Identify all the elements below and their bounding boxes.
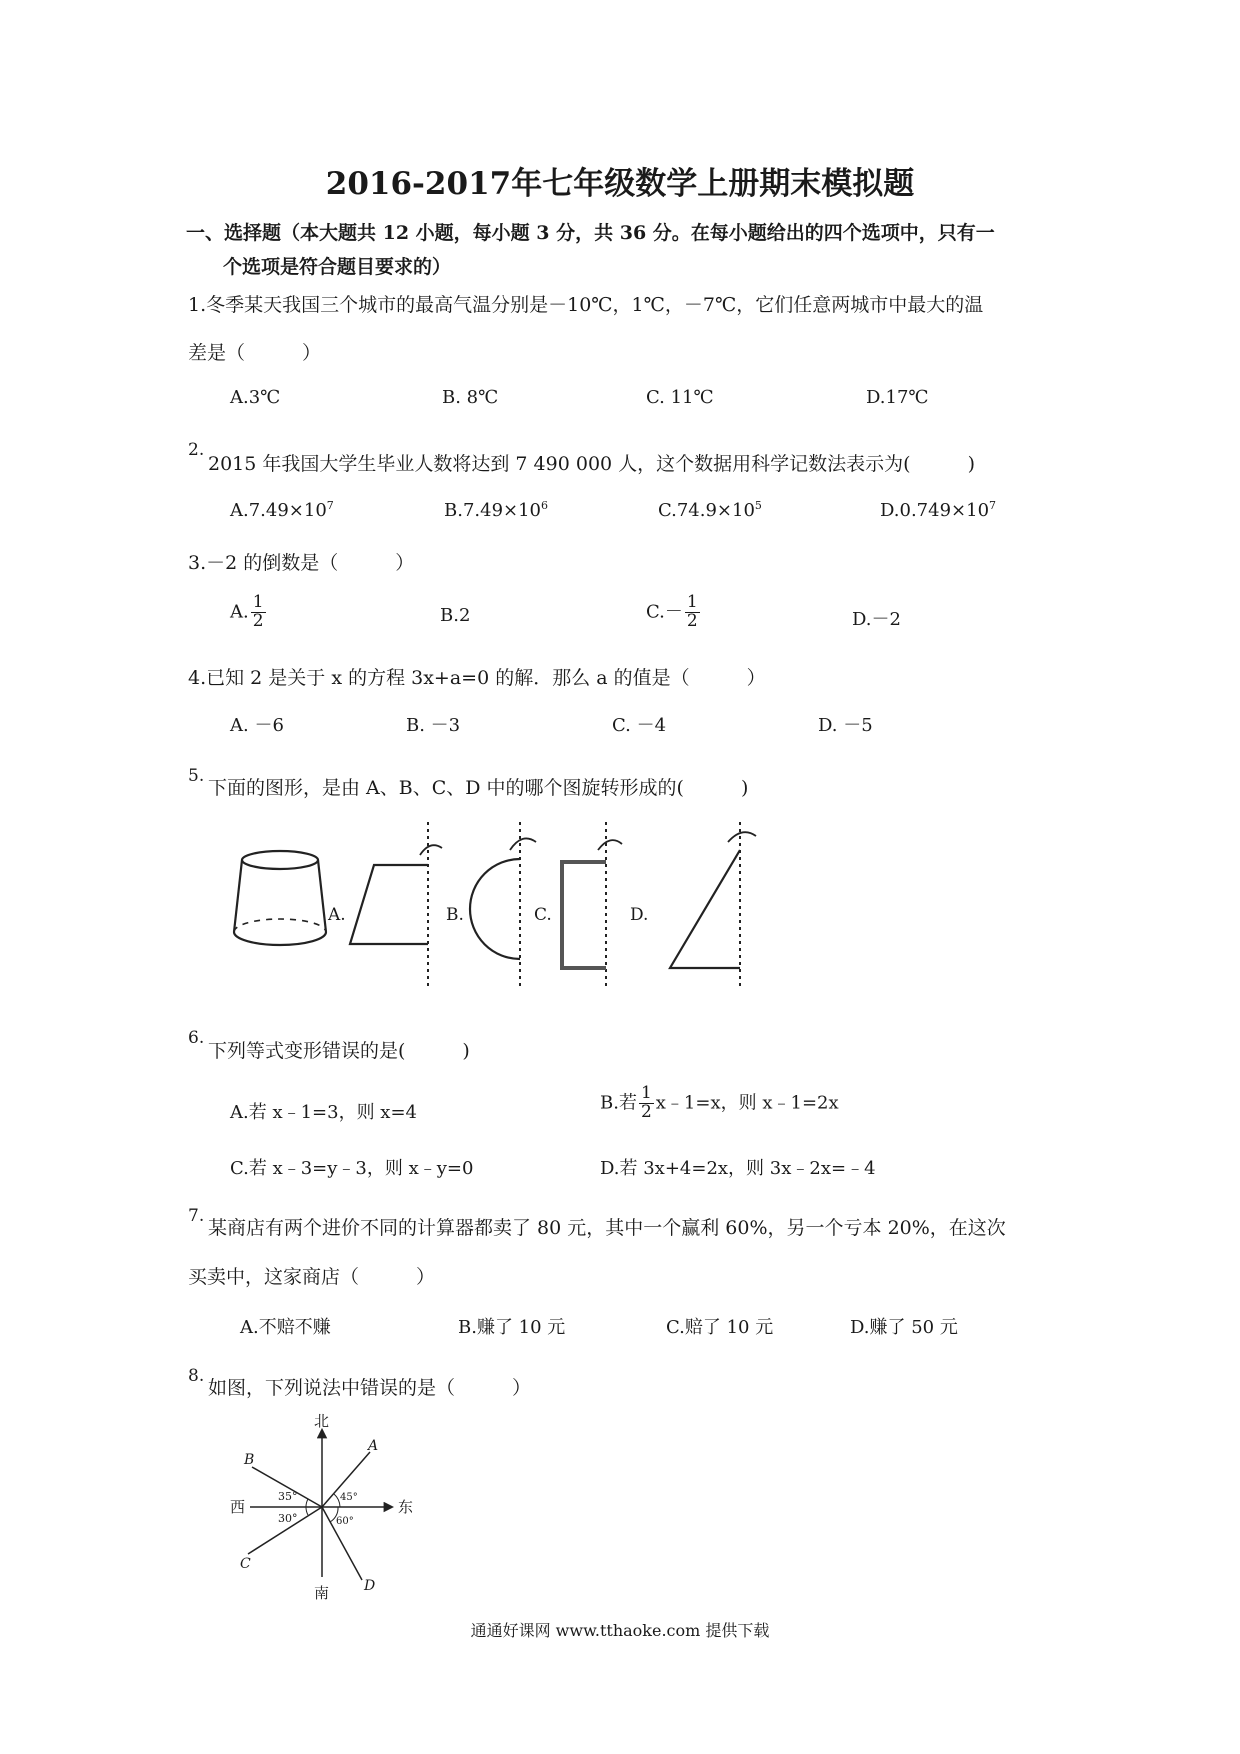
question-7-text-cont: 买卖中，这家商店（ ）: [188, 1266, 436, 1288]
question-3-text: 3.－2 的倒数是（ ）: [188, 552, 415, 574]
rotation-figures: [220, 820, 780, 1000]
angle-b-label: 35°: [278, 1490, 298, 1503]
angle-a-label: 45°: [340, 1492, 358, 1503]
page-title: 2016-2017年七年级数学上册期末模拟题: [325, 166, 915, 202]
question-7-text: 某商店有两个进价不同的计算器都卖了 80 元，其中一个赢利 60%，另一个亏本 20%，在这次: [208, 1217, 1006, 1239]
question-5-text: 下面的图形，是由 A、B、C、D 中的哪个图旋转形成的( ): [208, 777, 749, 799]
q1-option-a[interactable]: A.3℃: [230, 387, 281, 408]
angle-d-label: 60°: [336, 1516, 354, 1527]
rotation-arrow-icon: [510, 838, 536, 850]
q4-option-b[interactable]: B. －3: [406, 715, 461, 736]
option-a-label: A.: [328, 905, 346, 925]
q4-option-c[interactable]: C. －4: [612, 715, 667, 736]
point-c-label: C: [240, 1556, 251, 1572]
point-b-label: B: [244, 1452, 255, 1468]
q3-option-a[interactable]: A. $\frac{1}{2}$: [230, 592, 264, 631]
q4-option-a[interactable]: A. －6: [230, 715, 284, 736]
north-label: 北: [314, 1412, 330, 1430]
south-label: 南: [314, 1584, 330, 1602]
point-d-label: D: [364, 1578, 376, 1594]
q7-option-c[interactable]: C.赔了 10 元: [666, 1317, 774, 1338]
q6-option-d[interactable]: D.若 3x+4=2x，则 3x﹣2x=﹣4: [600, 1158, 876, 1179]
q1-option-b[interactable]: B. 8℃: [442, 387, 499, 408]
q4-option-d[interactable]: D. －5: [818, 715, 873, 736]
question-8-number: 8.: [188, 1366, 205, 1386]
question-1-text: 1.冬季某天我国三个城市的最高气温分别是－10℃，1℃，－7℃，它们任意两城市中最大的温: [188, 294, 984, 316]
trapezoid-shape: [350, 865, 428, 944]
question-5-number: 5.: [188, 766, 205, 786]
option-b-label: B.: [446, 905, 464, 925]
section-heading: 一、选择题（本大题共 12 小题，每小题 3 分，共 36 分。在每小题给出的四个选项中，只有一: [186, 222, 995, 244]
question-4-text: 4.已知 2 是关于 x 的方程 3x+a=0 的解．那么 a 的值是（ ）: [188, 667, 766, 689]
q6-option-c[interactable]: C.若 x﹣3=y﹣3，则 x﹣y=0: [230, 1158, 474, 1179]
rotation-arrow-icon: [728, 832, 756, 842]
west-label: 西: [230, 1498, 246, 1516]
east-label: 东: [398, 1498, 414, 1516]
question-2-number: 2.: [188, 440, 205, 460]
question-6-number: 6.: [188, 1028, 205, 1048]
q2-option-c[interactable]: $C.74.9\times 10^5$: [658, 499, 762, 521]
q1-option-d[interactable]: D.17℃: [866, 387, 929, 408]
q6-option-b[interactable]: B.若 $\frac{1}{2}$ x﹣1=x，则 x﹣1=2x: [600, 1083, 839, 1122]
q1-option-c[interactable]: C. 11℃: [646, 387, 714, 408]
question-7-number: 7.: [188, 1206, 205, 1226]
q3-option-c[interactable]: C.－ $\frac{1}{2}$: [646, 592, 698, 631]
question-6-text: 下列等式变形错误的是( ): [208, 1040, 470, 1062]
q6-option-a[interactable]: A.若 x﹣1=3，则 x=4: [230, 1102, 417, 1123]
section-heading-cont: 个选项是符合题目要求的）: [223, 256, 452, 278]
fraction: $\frac{1}{2}$: [686, 592, 698, 631]
q3-option-b[interactable]: B.2: [440, 605, 471, 626]
triangle-shape: [670, 850, 740, 968]
frustum-figure: [234, 851, 326, 945]
rotation-arrow-icon: [420, 845, 442, 855]
footer-source: 通通好课网 www.tthaoke.com 提供下载: [470, 1621, 770, 1640]
question-2-text: 2015 年我国大学生毕业人数将达到 7 490 000 人，这个数据用科学记数法表示为( ): [208, 453, 975, 475]
angle-c-label: 30°: [278, 1512, 298, 1525]
q7-option-b[interactable]: B.赚了 10 元: [458, 1317, 566, 1338]
q2-option-b[interactable]: $B.7.49\times 10^6$: [444, 499, 549, 521]
rectangle-shape: [562, 862, 606, 968]
q2-option-d[interactable]: $D.0.749\times 10^7$: [880, 499, 997, 521]
q2-option-a[interactable]: $A.7.49\times 10^7$: [230, 499, 334, 521]
q3-option-d[interactable]: D.－2: [852, 609, 901, 630]
option-d-label: D.: [630, 905, 649, 925]
rotation-arrow-icon: [598, 840, 622, 850]
semicircle-shape: [470, 859, 520, 959]
fraction: $\frac{1}{2}$: [252, 592, 264, 631]
q7-option-a[interactable]: A.不赔不赚: [240, 1317, 331, 1338]
question-8-text: 如图，下列说法中错误的是（ ）: [208, 1377, 532, 1399]
q7-option-d[interactable]: D.赚了 50 元: [850, 1317, 958, 1338]
compass-figure: [220, 1412, 430, 1602]
option-c-label: C.: [534, 905, 552, 925]
point-a-label: A: [368, 1438, 379, 1454]
question-1-text-cont: 差是（ ）: [188, 342, 322, 364]
fraction: $\frac{1}{2}$: [640, 1083, 652, 1122]
